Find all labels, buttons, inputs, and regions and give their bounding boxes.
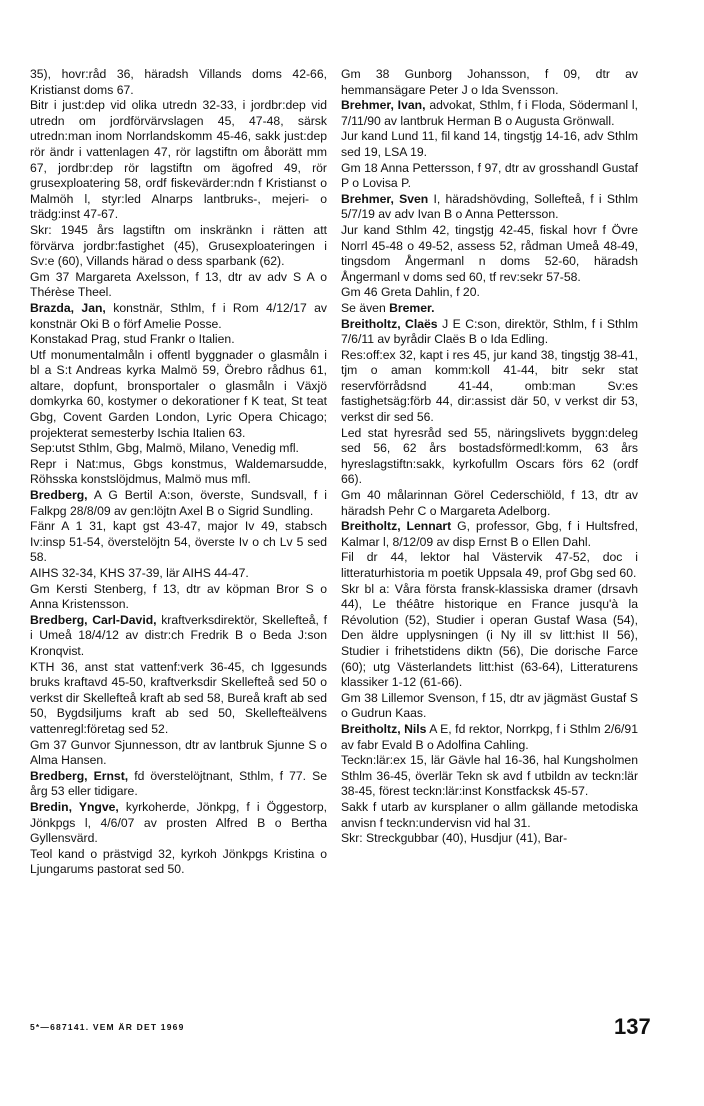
entry-text: Jur kand Sthlm 42, tingstjg 42-45, fiskal hovr f Övre Norrl 45-48 o 49-52, assess 52, rådman Umeå 48-49, tingsdom Ångermanl n doms 52-60, häradsh Ångermanl v doms sed 60, tf rev:sekr 57-58.: [341, 222, 638, 284]
biography-paragraph: [30, 738, 327, 769]
entry-text: KTH 36, anst stat vattenf:verk 36-45, ch Iggesunds bruks kraftavd 45-50, kraftverksdir Skellefteå sed 50 o verkst dir Skellefteå kraft ab sed 58, Bureå kraft ab sed 50, Bygdsiljums kraft ab sed 50, Skellefteälvens vattenregl:företag sed 52.: [30, 659, 327, 736]
entry-text: Skr bl a: Våra första fransk-klassiska dramer (drsavh 44), Le théâtre historique en France jusqu'à la Révolution (52), Studier i operan Gustaf Wasa (54), Den äldre upplysningen (i Ny ill sv litt:hist II 56), Studier i frihetstidens diktn (56), Die dorische Farce (60); utg Västerlandets litt:hist (63-64), Litteraturens klassiker 1-12 (61-66).: [341, 581, 638, 690]
person-name: Bredberg,: [30, 488, 88, 503]
biography-paragraph: [30, 457, 327, 488]
entry-text: kyrkoherde, Jönkpg, f i Öggestorp, Jönkpgs l, 4/6/07 av prosten Alfred B o Bertha Gyllensvärd.: [30, 799, 327, 846]
biography-paragraph: [341, 348, 638, 426]
person-name: Bredberg, Ernst,: [30, 768, 129, 783]
biography-paragraph: [341, 831, 638, 847]
biography-paragraph: [30, 441, 327, 457]
biography-entry-header: [341, 722, 638, 753]
entry-text: Bitr i just:dep vid olika utredn 32-33, i jordbr:dep vid utredn om jordförvärvslagen 45, 47-48, särsk utredn:man inom Norrlandskomm 45-46, sakk just:dep rör ändr i vattenlagen 47, rör lagstiftn om åborätt mm 67, jordbr:dep rör lagstiftn om ägofred 49, rör grusexploatering 58, ordf fiskevärder:ndn f Kristianst o Malmöh l, styr:led Alnarps lantbruks-, mejeri- o trädg:inst 47-67.: [30, 98, 327, 222]
page-number: 137: [614, 1014, 651, 1039]
biography-paragraph: [30, 847, 327, 878]
entry-text: Jur kand Lund 11, fil kand 14, tingstjg 14-16, adv Sthlm sed 19, LSA 19.: [341, 129, 638, 159]
person-name: Bredin, Yngve,: [30, 799, 119, 814]
entry-text: advokat, Sthlm, f i Floda, Södermanl l, 7/11/90 av lantbruk Herman B o Augusta Grönwall.: [341, 98, 639, 128]
biography-entry-header: [30, 488, 327, 519]
entry-text: Se även: [341, 300, 390, 315]
entry-text: Gm 38 Gunborg Johansson, f 09, dtr av hemmansägare Peter J o Ida Svensson.: [341, 67, 638, 97]
biography-paragraph: [30, 566, 327, 582]
entry-text: Teckn:lär:ex 15, lär Gävle hal 16-36, hal Kungsholmen Sthlm 36-45, överlär Tekn sk avd f utbildn av teckn:lär 38-45, förest teckn:lär:inst Konstfacksk 45-57.: [341, 753, 638, 799]
footer-print-code: 5*—687141. VEM ÄR DET 1969: [30, 1022, 185, 1032]
biography-entry-header: [341, 519, 638, 550]
biography-paragraph: [341, 223, 638, 285]
entry-text: kraftverksdirektör, Skellefteå, f i Umeå 18/4/12 av distr:ch Fredrik B o Beda J:son Kronqvist.: [30, 612, 327, 658]
person-name: Breitholtz, Lennart: [341, 519, 452, 534]
biography-paragraph: [30, 332, 327, 348]
left-column: [30, 67, 327, 878]
entry-text: 35), hovr:råd 36, häradsh Villands doms 42-66, Kristianst doms 67.: [30, 67, 327, 97]
biography-paragraph: [341, 161, 638, 192]
entry-text: Fänr A 1 31, kapt gst 43-47, major Iv 49, stabsch Iv:insp 51-54, överstelöjtn 54, överste Iv o ch Lv 5 sed 58.: [30, 519, 327, 565]
biography-paragraph: [30, 660, 327, 738]
biography-paragraph: [341, 67, 638, 98]
biography-paragraph: [30, 67, 327, 98]
biography-entry-header: [30, 800, 327, 847]
entry-text: Gm 46 Greta Dahlin, f 20.: [341, 285, 480, 300]
entry-text: J E C:son, direktör, Sthlm, f i Sthlm 7/6/11 av byrådir Claës B o Ida Edling.: [341, 316, 638, 347]
biography-paragraph: [30, 270, 327, 301]
person-name: Breitholtz, Claës: [341, 316, 438, 331]
entry-text: Gm 38 Lillemor Svenson, f 15, dtr av jägmäst Gustaf S o Gudrun Kaas.: [341, 690, 638, 721]
cross-reference-name: Bremer.: [389, 300, 435, 315]
person-name: Brehmer, Sven: [341, 191, 429, 206]
biography-entry-header: [30, 613, 327, 660]
person-name: Brazda, Jan,: [30, 300, 106, 315]
entry-text: A G Bertil A:son, överste, Sundsvall, f i Falkpg 28/8/09 av gen:löjtn Axel B o Sigrid Sundling.: [30, 488, 327, 518]
entry-text: Gm 37 Gunvor Sjunnesson, dtr av lantbruk Sjunne S o Alma Hansen.: [30, 737, 327, 768]
entry-text: A E, fd rektor, Norrkpg, f i Sthlm 2/6/91 av fabr Evald B o Adolfina Cahling.: [341, 721, 638, 752]
biography-paragraph: [341, 582, 638, 691]
right-column: [341, 67, 638, 847]
biography-entry-header: [341, 192, 638, 223]
entry-text: AIHS 32-34, KHS 37-39, lär AIHS 44-47.: [30, 566, 249, 580]
biography-entry-header: [30, 769, 327, 800]
biography-paragraph: [341, 301, 638, 317]
biography-entry-header: [341, 98, 638, 129]
entry-text: konstnär, Sthlm, f i Rom 4/12/17 av konstnär Oki B o förf Amelie Posse.: [30, 300, 327, 331]
person-name: Bredberg, Carl-David,: [30, 612, 157, 627]
entry-text: Utf monumentalmåln i offentl byggnader o glasmåln i bl a S:t Andreas kyrka Malmö 59, Örebro rådhus 61, altare, dopfunt, bronsportaler o glasmåln i Växjö domkyrka 60, kostymer o dekorationer f K teat, St teat Gbg, Covent Garden London, Lyric Opera Chicago; projekterat semesterby Ischia Italien 63.: [30, 347, 327, 440]
entry-text: Led stat hyresråd sed 55, näringslivets byggn:deleg sed 56, 62 års bostadsförmedl:komm, 63 års hyreslagstiftn:sakk, kyrkofullm Oscars förs 62 (ordf 66).: [341, 425, 638, 487]
entry-text: Res:off:ex 32, kapt i res 45, jur kand 38, tingstjg 38-41, tjm o aman komm:koll 41-44, bitr sekr stat reservförrådsnd 41-44, omb:man Sv:es fastighetsäg:förb 44, dir:assist där 50, v verkst dir 53, verkst dir sed 56.: [341, 347, 638, 425]
biography-paragraph: [341, 800, 638, 831]
entry-text: Fil dr 44, lektor hal Västervik 47-52, doc i litteraturhistoria m poetik Uppsala 49, prof Gbg sed 60.: [341, 550, 638, 580]
biography-entry-header: [341, 317, 638, 348]
entry-text: I, häradshövding, Sollefteå, f i Sthlm 5/7/19 av adv Ivan B o Anna Pettersson.: [341, 191, 638, 222]
entry-text: Teol kand o prästvigd 32, kyrkoh Jönkpgs Kristina o Ljungarums pastorat sed 50.: [30, 846, 327, 877]
biography-paragraph: [341, 550, 638, 581]
biography-paragraph: [341, 488, 638, 519]
entry-text: Gm 40 målarinnan Görel Cederschiöld, f 13, dtr av häradsh Pehr C o Margareta Adelborg.: [341, 488, 638, 518]
entry-text: Skr: 1945 års lagstiftn om inskränkn i rätten att förvärva jordbr:fastighet (45), Grusexploateringen i Sv:e (60), Villands härad o dess sparbank (62).: [30, 222, 327, 269]
entry-text: G, professor, Gbg, f i Hultsfred, Kalmar l, 8/12/09 av disp Ernst B o Ellen Dahl.: [341, 519, 638, 549]
biography-entry-header: [30, 301, 327, 332]
biography-paragraph: [30, 582, 327, 613]
entry-text: Repr i Nat:mus, Gbgs konstmus, Waldemarsudde, Röhsska konstslöjdmus, Malmö mus mfl.: [30, 456, 327, 487]
biography-paragraph: [341, 691, 638, 722]
entry-text: Gm 18 Anna Pettersson, f 97, dtr av grosshandl Gustaf P o Lovisa P.: [341, 160, 638, 191]
biography-paragraph: [30, 223, 327, 270]
biography-paragraph: [341, 753, 638, 800]
person-name: Brehmer, Ivan,: [341, 98, 426, 113]
biography-paragraph: [30, 519, 327, 566]
entry-text: Konstakad Prag, stud Frankr o Italien.: [30, 332, 235, 347]
entry-text: Sep:utst Sthlm, Gbg, Malmö, Milano, Venedig mfl.: [30, 441, 299, 456]
entry-text: Gm 37 Margareta Axelsson, f 13, dtr av adv S A o Thérèse Theel.: [30, 269, 327, 300]
entry-text: fd överstelöjtnant, Sthlm, f 77. Se årg 53 eller tidigare.: [30, 768, 327, 799]
biography-paragraph: [341, 426, 638, 488]
biography-paragraph: [30, 348, 327, 442]
biography-paragraph: [341, 285, 638, 301]
biography-paragraph: [341, 129, 638, 160]
person-name: Breitholtz, Nils: [341, 721, 427, 736]
entry-text: Sakk f utarb av kursplaner o allm gällande metodiska anvisn f teckn:undervisn vid hal 31.: [341, 799, 638, 830]
entry-text: Skr: Streckgubbar (40), Husdjur (41), Bar-: [341, 831, 568, 846]
entry-text: Gm Kersti Stenberg, f 13, dtr av köpman Bror S o Anna Kristensson.: [30, 581, 327, 612]
biography-paragraph: [30, 98, 327, 223]
